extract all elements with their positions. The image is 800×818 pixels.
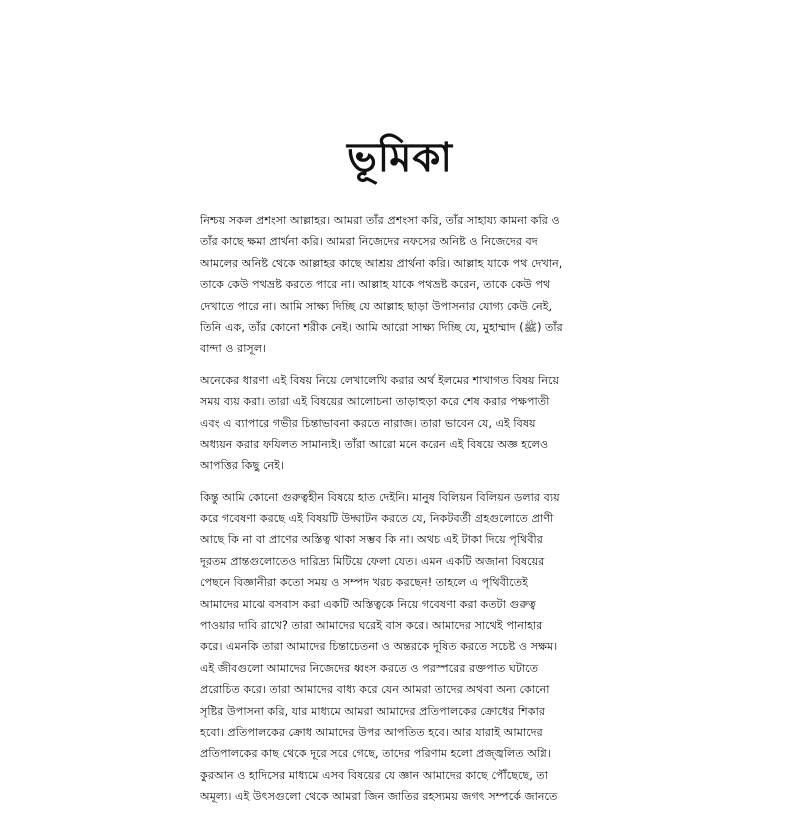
text-line: কিন্তু আমি কোনো গুরুত্বহীন বিষয়ে হাত দেইনি। মানুষ বিলিয়ন বিলিয়ন ডলার ব্যয় [200,490,560,504]
text-line: দেখাতে পারে না। আমি সাক্ষ্য দিচ্ছি যে আল্লাহ ছাড়া উপাসনার যোগ্য কেউ নেই, [200,299,553,313]
paragraph-3 [200,487,600,808]
text-line: অধ্যয়ন করার ফযিলত সামান্যই। তাঁরা আরো মনে করেন এই বিষয়ে অজ্ঞ হলেও [200,437,549,451]
text-line: তিনি এক, তাঁর কোনো শরীক নেই। আমি আরো সাক্ষ্য দিচ্ছি যে, মুহাম্মাদ (ﷺ) তাঁর [200,320,563,334]
text-line: এবং এ ব্যাপারে গভীর চিন্তাভাবনা করতে নারাজ। তারা ভাবেন যে, এই বিষয় [200,416,536,430]
text-line: প্ররোচিত করে। তারা আমাদের বাধ্য করে যেন আমরা তাদের অথবা অন্য কোনো [200,683,550,697]
text-line: হবো। প্রতিপালকের ক্রোধ আমাদের উপর আপতিত হবে। আর যারাই আমাদের [200,725,543,739]
paragraph-1 [200,210,600,360]
text-line: অনেকের ধারণা এই বিষয় নিয়ে লেখালেখি করার অর্থ ইলমের শাখাগত বিষয় নিয়ে [200,373,560,387]
text-line: পাওয়ার দাবি রাখে? তারা আমাদের ঘরেই বাস করে। আমাদের সাথেই পানাহার [200,619,543,633]
text-line: প্রতিপালকের কাছ থেকে দূরে সরে গেছে, তাদের পরিণাম হলো প্রজ্জ্বলিত অগ্নি। [200,747,551,761]
page-title: ভূমিকা [346,135,454,181]
text-line: আপত্তির কিছু নেই। [200,459,284,473]
body-text [200,210,600,818]
paragraph-2 [200,370,600,477]
text-line: এই জীবগুলো আমাদের নিজেদের ধ্বংস করতে ও পরস্পরের রক্তপাত ঘটাতে [200,661,539,675]
text-line: বান্দা ও রাসূল। [200,342,267,356]
text-line: আছে কি না বা প্রাণের অস্তিত্ব থাকা সম্ভব কি না। অথচ এই টাকা দিয়ে পৃথিবীর [200,533,543,547]
text-line: তাকে কেউ পথভ্রষ্ট করতে পারে না। আল্লাহ যাকে পথভ্রষ্ট করেন, তাকে কেউ পথ [200,278,551,292]
text-line: করে গবেষণা করছে এই বিষয়টি উদ্ঘাটন করতে যে, নিকটবর্তী গ্রহগুলোতে প্রাণী [200,512,554,526]
text-line: সময় ব্যয় করা। তারা এই বিষয়ের আলোচনা তাড়াহুড়া করে শেষ করার পক্ষপাতী [200,395,550,409]
text-line: অমূল্য। এই উৎসগুলো থেকে আমরা জিন জাতির রহস্যময় জগৎ সম্পর্কে জানতে [200,790,558,804]
text-line: সৃষ্টির উপাসনা করি, যার মাধ্যমে আমরা আমাদের প্রতিপালকের ক্রোধের শিকার [200,704,545,718]
text-line: তাঁর কাছে ক্ষমা প্রার্থনা করি। আমরা নিজেদের নফসের অনিষ্ট ও নিজেদের বদ [200,235,538,249]
text-line: আমাদের মাঝে বসবাস করা একটি অস্তিত্বকে নিয়ে গবেষণা করা কতটা গুরুত্ব [200,597,537,611]
text-line: করে। এমনকি তারা আমাদের চিন্তাচেতনা ও অন্তরকে দূষিত করতে সচেষ্ট ও সক্ষম। [200,640,558,654]
text-line: কুরআন ও হাদিসের মাধ্যমে এসব বিষয়ের যে জ্ঞান আমাদের কাছে পৌঁছেছে, তা [200,768,549,782]
text-line: নিশ্চয় সকল প্রশংসা আল্লাহর। আমরা তাঁর প্রশংসা করি, তাঁর সাহায্য কামনা করি ও [200,214,560,227]
text-line: পেছনে বিজ্ঞানীরা কতো সময় ও সম্পদ খরচ করছেন! তাহলে এ পৃথিবীতেই [200,576,528,590]
text-line: আমলের অনিষ্ট থেকে আল্লাহর কাছে আশ্রয় প্রার্থনা করি। আল্লাহ যাকে পথ দেখান, [200,256,563,270]
text-line: দূরতম প্রান্তগুলোতেও দারিদ্র্য মিটিয়ে ফেলা যেত। এমন একটি অজানা বিষয়ের [200,554,545,568]
